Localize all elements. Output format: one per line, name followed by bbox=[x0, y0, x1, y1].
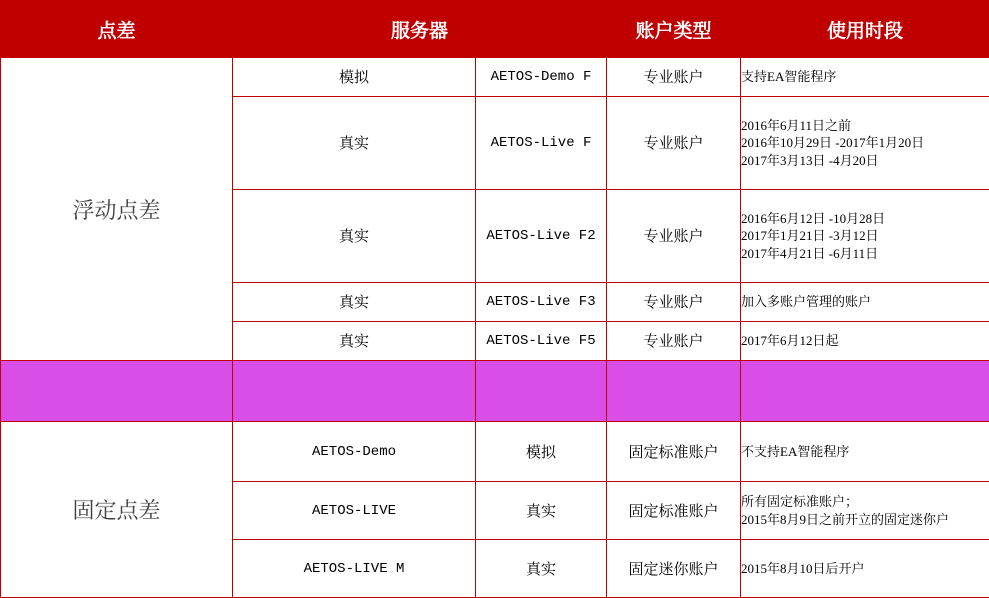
server-type: 真实 bbox=[233, 321, 476, 360]
server-name: AETOS-LIVE M bbox=[233, 540, 476, 598]
usage-period-line: 不支持EA智能程序 bbox=[741, 443, 850, 459]
account-type: 专业账户 bbox=[607, 321, 741, 360]
server-type: 模拟 bbox=[476, 422, 607, 482]
server-name: AETOS-Live F bbox=[476, 96, 607, 189]
header-server: 服务器 bbox=[233, 1, 607, 58]
table-row bbox=[1, 58, 989, 97]
usage-period-line: 2017年3月13日 -4月20日 bbox=[741, 152, 879, 168]
server-name: AETOS-LIVE bbox=[233, 482, 476, 540]
usage-period-line: 加入多账户管理的账户 bbox=[741, 294, 872, 310]
usage-period bbox=[741, 189, 989, 282]
account-type: 专业账户 bbox=[607, 189, 741, 282]
usage-period-line: 所有固定标准账户； bbox=[741, 494, 859, 510]
account-type: 专业账户 bbox=[607, 282, 741, 321]
separator-cell bbox=[1, 361, 233, 422]
server-type: 真实 bbox=[233, 189, 476, 282]
server-name: AETOS-Demo F bbox=[476, 58, 607, 97]
usage-period-line: 2015年8月9日之前开立的固定迷你户 bbox=[741, 511, 950, 527]
usage-period-line: 2016年10月29日 -2017年1月20日 bbox=[741, 135, 925, 151]
usage-period bbox=[741, 540, 989, 598]
usage-period-line: 2017年4月21日 -6月11日 bbox=[741, 245, 879, 261]
account-type: 专业账户 bbox=[607, 58, 741, 97]
server-name: AETOS-Live F2 bbox=[476, 189, 607, 282]
account-type: 固定标准账户 bbox=[607, 482, 741, 540]
separator-cell bbox=[233, 361, 476, 422]
usage-period-line: 2017年1月21日 -3月12日 bbox=[741, 228, 879, 244]
server-type: 真实 bbox=[476, 540, 607, 598]
usage-period-line: 2015年8月10日后开户 bbox=[741, 560, 865, 576]
usage-period-line: 2016年6月12日 -10月28日 bbox=[741, 211, 886, 227]
server-type: 模拟 bbox=[233, 58, 476, 97]
account-type: 固定迷你账户 bbox=[607, 540, 741, 598]
usage-period-line: 2017年6月12日起 bbox=[741, 333, 839, 349]
separator-cell bbox=[476, 361, 607, 422]
usage-period bbox=[741, 282, 989, 321]
account-type: 专业账户 bbox=[607, 96, 741, 189]
server-name: AETOS-Live F3 bbox=[476, 282, 607, 321]
server-type: 真实 bbox=[233, 96, 476, 189]
usage-period-line: 支持EA智能程序 bbox=[741, 69, 837, 85]
separator-cell bbox=[741, 361, 989, 422]
account-type: 固定标准账户 bbox=[607, 422, 741, 482]
group-label-fixed: 固定点差 bbox=[1, 422, 233, 598]
table-row bbox=[1, 422, 989, 482]
header-usage-period: 使用时段 bbox=[741, 1, 989, 58]
header-spread: 点差 bbox=[1, 1, 233, 58]
table-header-row bbox=[1, 1, 989, 58]
usage-period bbox=[741, 96, 989, 189]
usage-period bbox=[741, 482, 989, 540]
server-type: 真实 bbox=[233, 282, 476, 321]
server-name: AETOS-Live F5 bbox=[476, 321, 607, 360]
usage-period bbox=[741, 58, 989, 97]
separator-cell bbox=[607, 361, 741, 422]
server-name: AETOS-Demo bbox=[233, 422, 476, 482]
server-type: 真实 bbox=[476, 482, 607, 540]
separator-row bbox=[1, 361, 989, 422]
group-label-floating: 浮动点差 bbox=[1, 58, 233, 361]
usage-period bbox=[741, 321, 989, 360]
header-account-type: 账户类型 bbox=[607, 1, 741, 58]
usage-period-line: 2016年6月11日之前 bbox=[741, 118, 852, 134]
usage-period bbox=[741, 422, 989, 482]
